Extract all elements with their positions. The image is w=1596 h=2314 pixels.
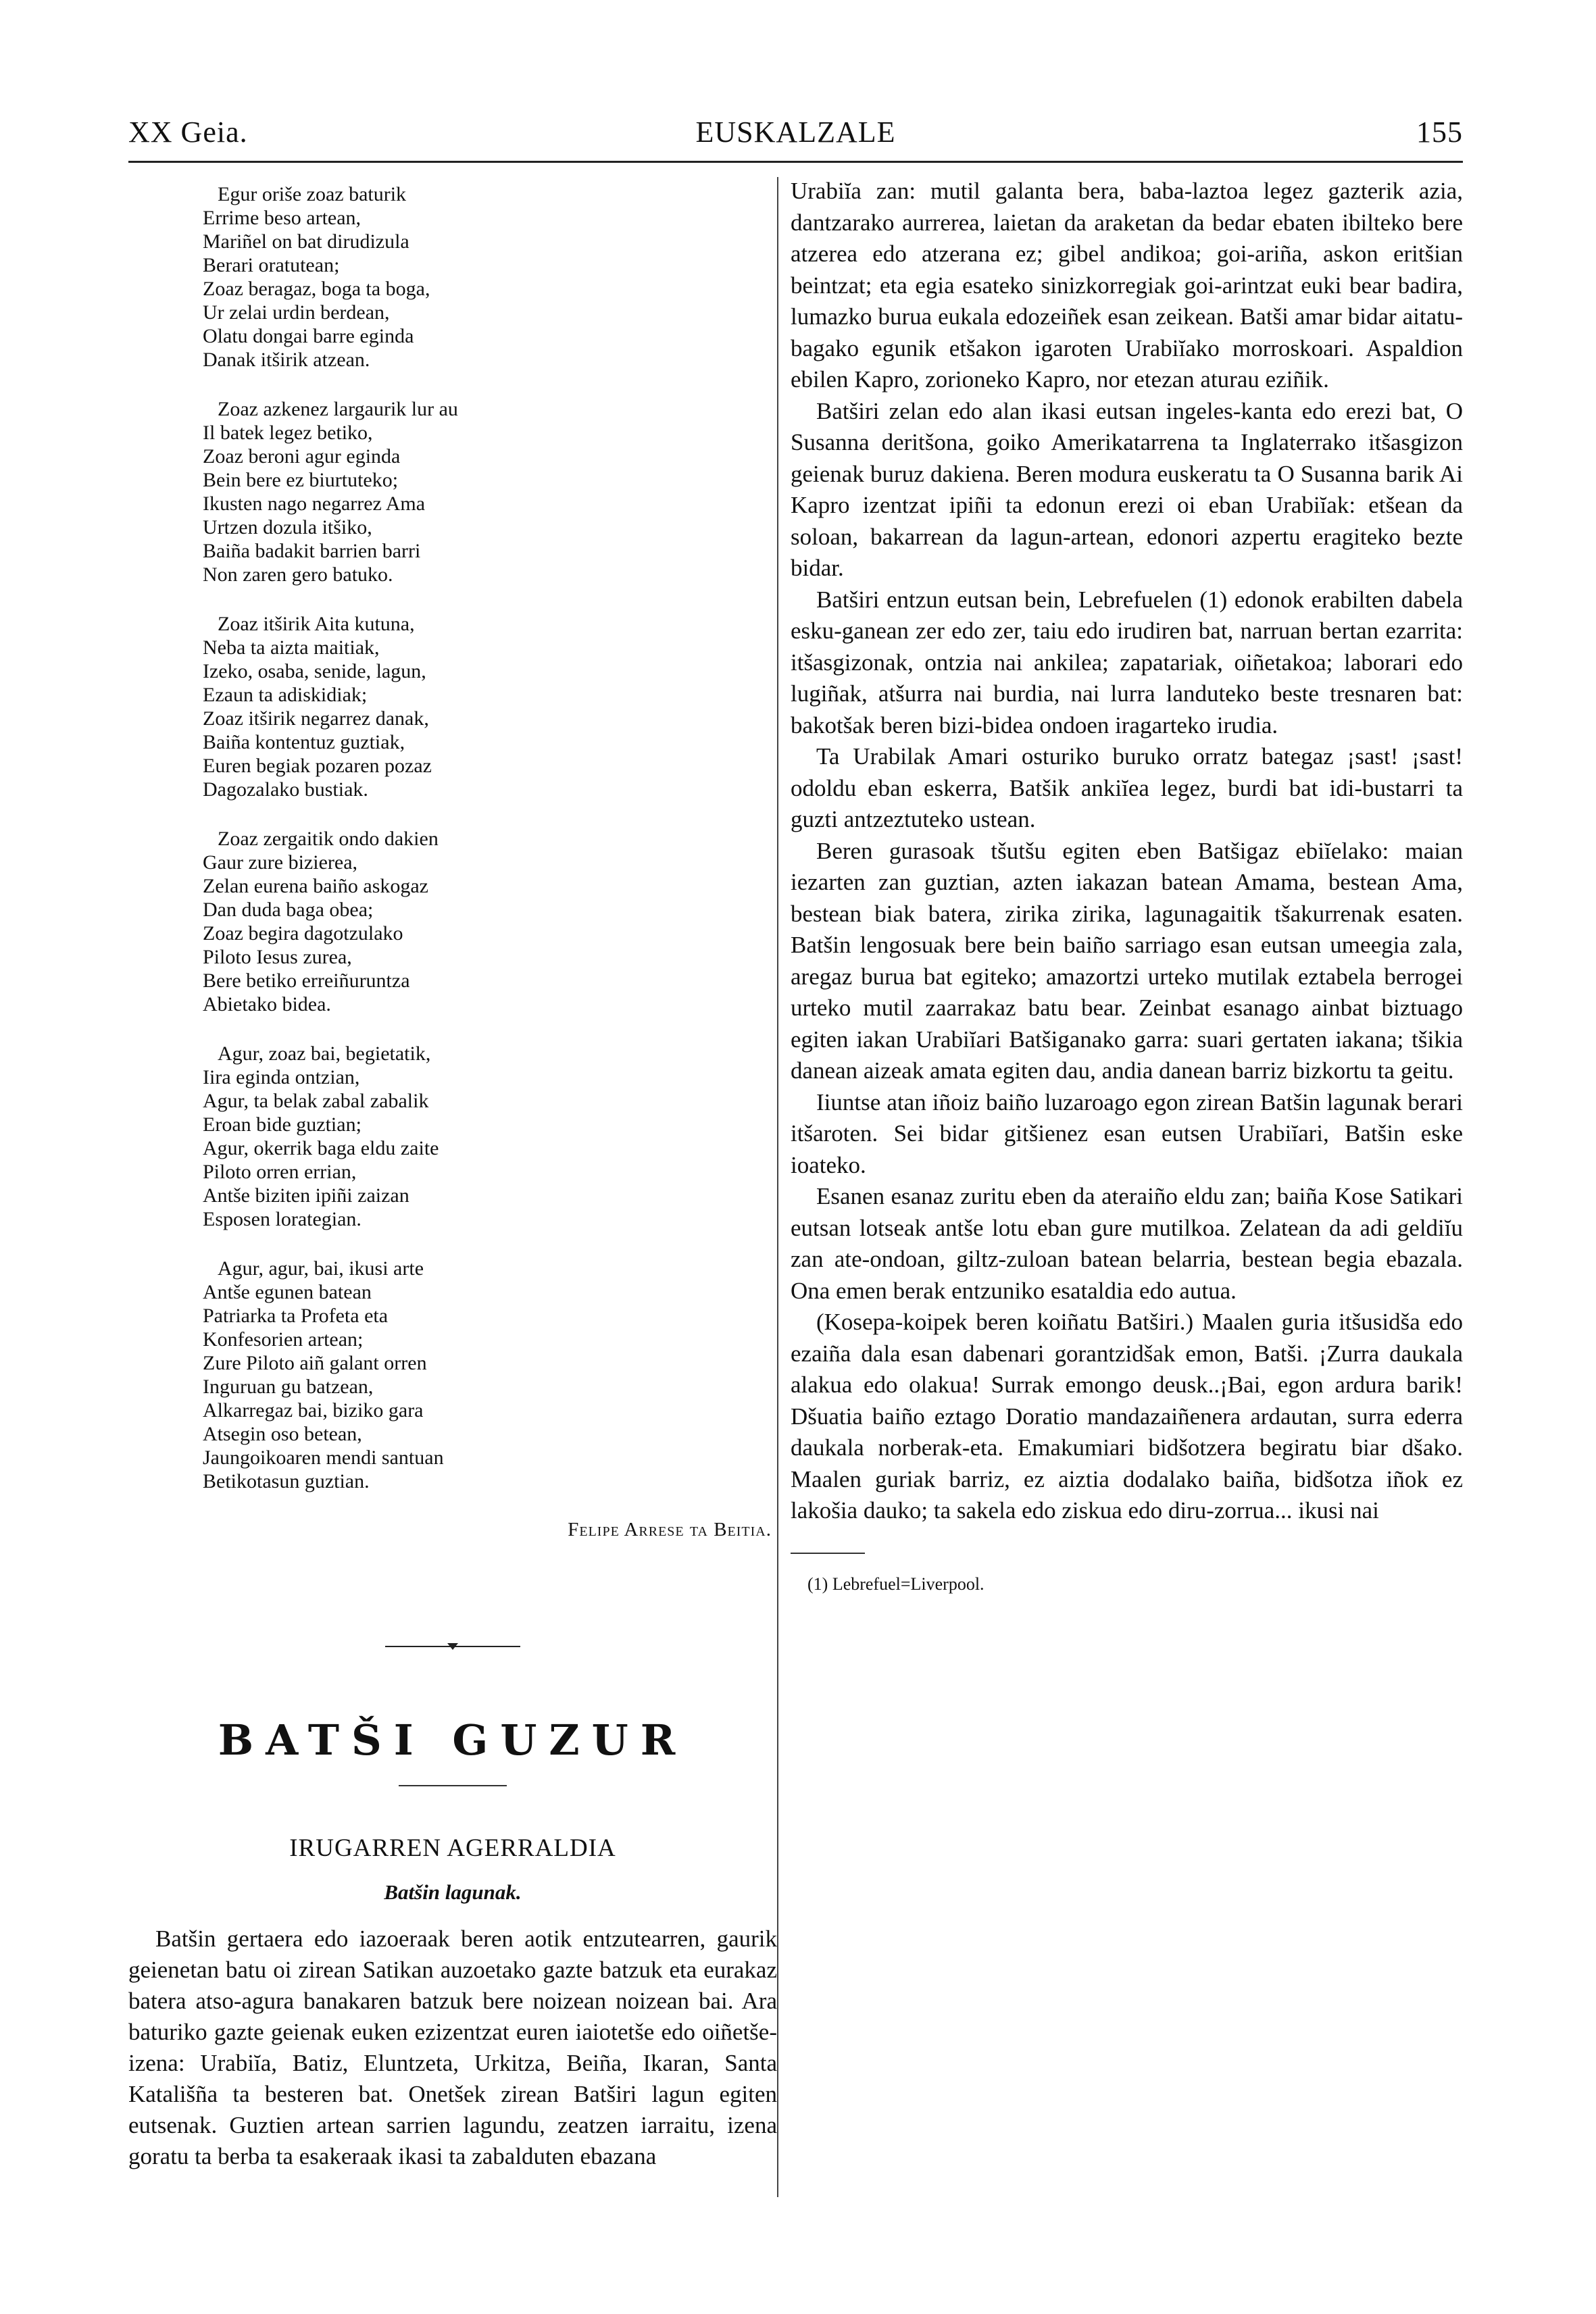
- poem-stanza: [203, 1042, 777, 1231]
- chapter-heading: IRUGARREN AGERRALDIA: [289, 1834, 616, 1862]
- poem-line: Agur, ta belak zabal zabalik: [203, 1090, 429, 1112]
- poem-line: Alkarregaz bai, biziko gara: [203, 1399, 424, 1422]
- poem-line: Patriarka ta Profeta eta: [203, 1305, 389, 1327]
- poem-line: Ikusten nago negarrez Ama: [203, 493, 426, 515]
- poem-line: Bein bere ez biurtuteko;: [203, 469, 399, 491]
- right-column: [791, 176, 1463, 1594]
- page-number: 155: [1416, 116, 1463, 149]
- poem-line: Neba ta aizta maitiak,: [203, 636, 380, 659]
- section-subtitle: Batšin lagunak.: [384, 1880, 522, 1904]
- paragraph: Urabiĭa zan: mutil galanta bera, baba-laztoa legez gazterik azia, dantzarako aurrerea, laietan da araketan da bedar ebaten ibilteko bere atzerea edo atzerana ez; gibel andikoa; goi-ariña, askon eritšian beintzat; eta egia esateko sinizkorregiak goi-arintzat euki bear badira, lumazko burua eukala edozeiñek esan zeikean. Batši amar bidar aitatu-bagako egunik etšakon igaroten Urabiĭako morroskoari. Aspaldion ebilen Kapro, zorioneko Kapro, nor etezan aturau eziñik.: [791, 178, 1463, 393]
- poem-line: Atsegin oso betean,: [203, 1423, 362, 1445]
- volume-label: XX Geia.: [128, 116, 248, 149]
- poem-line: Antše biziten ipiñi zaizan: [203, 1184, 409, 1207]
- poem-stanza: [203, 827, 777, 1016]
- poem-stanza: [203, 182, 777, 372]
- footnote: (1) Lebrefuel=Liverpool.: [807, 1574, 984, 1594]
- title-rule: [399, 1785, 507, 1786]
- poem-line: Agur, zoaz bai, begietatik,: [218, 1042, 431, 1065]
- paragraph: Iiuntse atan iñoiz baiño luzaroago egon zirean Batšin lagunak berari itšaroten. Sei bidar gitšienez esan eutsen Urabiĭari, Batšin eske ioateko.: [791, 1088, 1463, 1178]
- poem-line: Baiña kontentuz guztiak,: [203, 731, 405, 753]
- column-divider: [777, 177, 778, 2197]
- poem-signature: Felipe Arrese ta Beitia.: [568, 1519, 772, 1540]
- poem-stanza: [203, 1257, 777, 1493]
- poem-line: Zoaz itširik Aita kutuna,: [218, 613, 415, 635]
- poem-line: Zoaz beragaz, boga ta boga,: [203, 278, 430, 300]
- poem-line: Jaungoikoaren mendi santuan: [203, 1447, 444, 1469]
- poem-line: Agur, okerrik baga eldu zaite: [203, 1137, 439, 1159]
- header-rule: [128, 161, 1463, 163]
- poem-line: Zoaz azkenez largaurik lur au: [218, 398, 458, 420]
- poem-line: Non zaren gero batuko.: [203, 563, 393, 586]
- poem-line: Bere betiko erreiñuruntza: [203, 970, 410, 992]
- paragraph: Ta Urabilak Amari osturiko buruko orratz bategaz ¡sast! ¡sast! odoldu eban eskerra, Batšik ankiĭea legez, burdi bat idi-bustarri ta guzti antzeztuteko ustean.: [791, 743, 1463, 832]
- poem-line: Izeko, osaba, senide, lagun,: [203, 660, 426, 682]
- paragraph: Batširi zelan edo alan ikasi eutsan ingeles-kanta edo erezi bat, O Susanna deritšona, goiko Amerikatarrena ta Inglaterrako itšasgizon geienak buruz dakiena. Beren modura euskeratu ta O Susanna barik Ai Kapro izentzat ipiñi ta edonun erezi oi eban Urabiĭak: etšean da soloan, bakarrean da lagun-artean, edonori azpertu eragiteko bezte bidar.: [791, 397, 1463, 581]
- poem-line: Il batek legez betiko,: [203, 422, 373, 444]
- story-text-right: [791, 176, 1463, 1527]
- paragraph: Esanen esanaz zuritu eben da ateraiño eldu zan; baiña Kose Satikari eutsan lotseak antše lotu eban gure mutilkoa. Zelatean da adi geldiĭu zan ate-ondoan, giltz-zuloan batean belarria, bestean begia ebazala. Ona emen berak entzuniko esataldia edo autua.: [791, 1183, 1463, 1304]
- poem-line: Dagozalako bustiak.: [203, 778, 368, 801]
- poem-line: Egur oriše zoaz baturik: [218, 183, 407, 205]
- ornament-divider: [385, 1642, 520, 1651]
- poem-line: Euren begiak pozaren pozaz: [203, 755, 432, 777]
- paragraph: Batšin gertaera edo iazoeraak beren aotik entzutearren, gaurik geienetan batu oi zirean Satikan auzoetako gazte batzuk eta eurakaz batera atso-agura banakaren batzuk bere noizean noizean bai. Ara baturiko gazte geienak euken ezizentzat euren iaiotetše edo oiñetše-izena: Urabiĭa, Batiz, Eluntzeta, Urkitza, Beiña, Ikaran, Santa Katališña ta besteren bat. Onetšek zirean Batširi lagun egiten eutsenak. Guztien artean sarrien lagundu, zeatzen iarraitu, izena goratu ta berba ta esakeraak ikasi ta zabalduten ebazana: [128, 1926, 777, 2169]
- poem-line: Zure Piloto aiñ galant orren: [203, 1352, 427, 1374]
- paragraph: (Kosepa-koipek beren koiñatu Batširi.) Maalen guria itšusidša edo ezaiña dala esan dabenari gorantzidšak emon, Batši. ¡Zurra daukala alakua edo olakua! Surrak emongo deusk..¡Bai, egon ardura barik! Dšuatia baiño eztago Doratio mandazaiñenera ardautan, surra ederra daukala norberak-eta. Emakumiari bidšotzera begiratu biar dšako. Maalen guriak barriz, ez aiztia dodalako baiña, bidšotza iñok ez lakošia dauko; ta sakela edo ziskua edo diru-zorrua... ikusi nai: [791, 1309, 1463, 1524]
- running-header: [128, 115, 1463, 155]
- footnote-rule: [791, 1553, 865, 1554]
- poem-line: Zoaz itširik negarrez danak,: [203, 707, 429, 730]
- poem-line: Antše egunen batean: [203, 1281, 372, 1303]
- poem: [203, 182, 777, 1493]
- poem-line: Betikotasun guztian.: [203, 1470, 370, 1492]
- poem-line: Konfesorien artean;: [203, 1328, 364, 1351]
- story-title: BATŠI GUZUR: [218, 1715, 688, 1765]
- poem-stanza: [203, 397, 777, 586]
- journal-title: EUSKALZALE: [695, 116, 896, 149]
- poem-line: Piloto Iesus zurea,: [203, 946, 352, 968]
- poem-line: Esposen lorategian.: [203, 1208, 361, 1230]
- story-text-left: [128, 1923, 777, 2172]
- poem-line: Piloto orren errian,: [203, 1161, 357, 1183]
- poem-line: Abietako bidea.: [203, 993, 331, 1015]
- poem-line: Berari oratutean;: [203, 254, 340, 276]
- poem-line: Ezaun ta adiskidiak;: [203, 684, 368, 706]
- poem-line: Dan duda baga obea;: [203, 899, 374, 921]
- poem-line: Zoaz beroni agur eginda: [203, 445, 401, 468]
- poem-line: Iira eginda ontzian,: [203, 1066, 360, 1088]
- poem-line: Errime beso artean,: [203, 207, 361, 229]
- paragraph: Batširi entzun eutsan bein, Lebrefuelen (1) edonok erabilten dabela esku-ganean zer edo zer, taiu edo irudiren bat, narruan bertan ezarrita: itšasgizonak, ontzia nai ankilea; zapatariak, oiñetakoa; laborari edo lugiñak, atšurra nai burdia, nai lurra landuteko beste tresnaren bat: bakotšak beren bizi-bidea ondoen iragarteko irudia.: [791, 586, 1463, 738]
- poem-line: Zelan eurena baiño askogaz: [203, 875, 428, 897]
- poem-line: Zoaz zergaitik ondo dakien: [218, 828, 439, 850]
- poem-line: Gaur zure bizierea,: [203, 851, 358, 874]
- poem-line: Agur, agur, bai, ikusi arte: [218, 1257, 424, 1280]
- poem-line: Mariñel on bat dirudizula: [203, 230, 409, 253]
- poem-line: Urtzen dozula itšiko,: [203, 516, 372, 538]
- poem-line: Ur zelai urdin berdean,: [203, 301, 390, 324]
- poem-line: Danak itširik atzean.: [203, 349, 370, 371]
- poem-line: Eroan bide guztian;: [203, 1113, 361, 1136]
- poem-line: Olatu dongai barre eginda: [203, 325, 414, 347]
- poem-line: Zoaz begira dagotzulako: [203, 922, 403, 945]
- poem-line: Baiña badakit barrien barri: [203, 540, 421, 562]
- paragraph: Beren gurasoak tšutšu egiten eben Batšigaz ebiĭelako: maian iezarten zan guztian, azten iakazan batean Amama, bestean Ama, bestean biak batera, zirika zirika, lagunagaitik tšakurrenak esaten. Batšin lengosuak bere bein baiño sarriago esan eutsan umeegia zala, aregaz burua bat egiteko; amazortzi urteko mutilak eztabela berrogei urteko mutil zaarrakaz batu bear. Zeinbat esanago ainbat biztuago egiten iakan Urabiĭari Batšiganako garra: suari gertaten iakana; tšikia danean aizeak amata egiten dau, andia danean barriz bizkortu ta geitu.: [791, 837, 1463, 1084]
- poem-stanza: [203, 612, 777, 801]
- left-column: [128, 182, 777, 2172]
- poem-line: Inguruan gu batzean,: [203, 1376, 374, 1398]
